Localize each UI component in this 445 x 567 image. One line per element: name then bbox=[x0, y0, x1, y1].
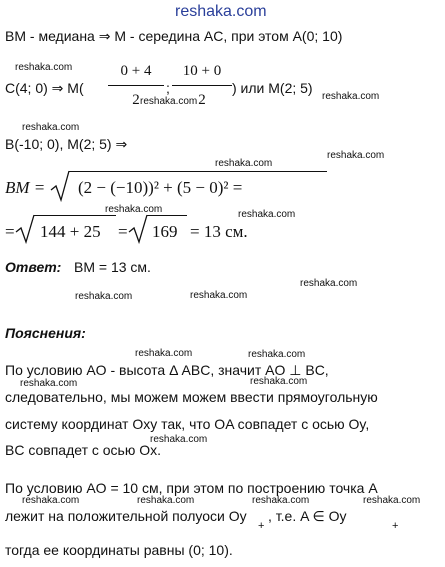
watermark: reshaka.com bbox=[327, 150, 385, 161]
watermark: reshaka.com bbox=[363, 495, 421, 506]
explanation-line-5: По условию AO = 10 см, при этом по построению точка A bbox=[5, 480, 378, 496]
watermark: reshaka.com bbox=[215, 158, 273, 169]
explanation-line-6a: лежит на положительной полуоси Oy bbox=[5, 508, 247, 524]
watermark: reshaka.com bbox=[238, 209, 296, 220]
watermark: reshaka.com bbox=[137, 495, 195, 506]
fraction-separator: ; bbox=[166, 80, 170, 96]
explanation-line-1: По условию AO - высота Δ ABC, значит AO ⊥ BC, bbox=[5, 362, 329, 378]
watermark: reshaka.com bbox=[75, 291, 133, 302]
text-line-c-point: C(4; 0) ⇒ M( bbox=[5, 80, 84, 96]
radicand-144-25: 144 + 25 bbox=[40, 222, 101, 241]
answer-label: Ответ: bbox=[5, 259, 62, 275]
eq-prefix: = bbox=[5, 222, 15, 241]
watermark: reshaka.com bbox=[322, 91, 380, 102]
watermark: reshaka.com bbox=[250, 376, 308, 387]
watermark: reshaka.com bbox=[135, 348, 193, 359]
bm-radicand: (2 − (−10))² + (5 − 0)² = bbox=[78, 178, 243, 197]
watermark: reshaka.com bbox=[252, 495, 310, 506]
text-line-m-point: ) или M(2; 5) bbox=[232, 80, 313, 96]
fraction2-bar bbox=[172, 85, 232, 86]
sqrt-sign bbox=[50, 170, 70, 202]
watermark: reshaka.com bbox=[248, 349, 306, 360]
watermark: reshaka.com bbox=[20, 378, 78, 389]
watermark: reshaka.com bbox=[105, 204, 163, 215]
fraction1-denominator: 2 bbox=[132, 92, 140, 108]
sqrt-sign bbox=[128, 214, 148, 244]
explanation-label: Пояснения: bbox=[5, 325, 86, 341]
fraction1-bar bbox=[108, 85, 164, 86]
watermark: reshaka.com bbox=[140, 96, 198, 107]
explanation-line-4: BC совпадет с осью Ox. bbox=[5, 442, 162, 458]
eq-result: = 13 см. bbox=[190, 222, 248, 241]
explanation-line-7: тогда ее координаты равны (0; 10). bbox=[5, 542, 233, 558]
explanation-line-3: систему координат Oxy так, что OA совпадет с осью Oy, bbox=[5, 416, 370, 432]
radicand-169: 169 bbox=[152, 222, 178, 241]
eq-mid: = bbox=[118, 222, 128, 241]
explanation-line-2: следовательно, мы можем можем ввести прямоугольную bbox=[5, 389, 378, 405]
watermark: reshaka.com bbox=[22, 495, 80, 506]
watermark: reshaka.com bbox=[150, 434, 208, 445]
sqrt-sign bbox=[15, 214, 35, 244]
subscript-plus: + bbox=[258, 520, 265, 532]
watermark: reshaka.com bbox=[15, 62, 73, 73]
subscript-plus: + bbox=[392, 520, 399, 532]
answer-text: BM = 13 см. bbox=[74, 259, 151, 275]
watermark: reshaka.com bbox=[22, 122, 80, 133]
sqrt-overline bbox=[69, 171, 327, 172]
fraction2-denominator: 2 bbox=[198, 92, 206, 108]
text-line-b-m: B(-10; 0), M(2; 5) ⇒ bbox=[5, 136, 128, 152]
fraction2-numerator: 10 + 0 bbox=[182, 63, 222, 79]
sqrt-overline bbox=[147, 215, 187, 216]
text-line-median: BM - медиана ⇒ M - середина AC, при этом A(0; 10) bbox=[5, 28, 343, 44]
watermark: reshaka.com bbox=[300, 278, 358, 289]
sqrt-overline bbox=[34, 215, 116, 216]
site-header-logo: reshaka.com bbox=[175, 3, 267, 20]
watermark: reshaka.com bbox=[190, 290, 248, 301]
fraction1-numerator: 0 + 4 bbox=[120, 63, 152, 79]
explanation-line-6b: , т.е. A ∈ Oy bbox=[268, 508, 347, 524]
bm-lhs: BM = bbox=[5, 178, 46, 197]
